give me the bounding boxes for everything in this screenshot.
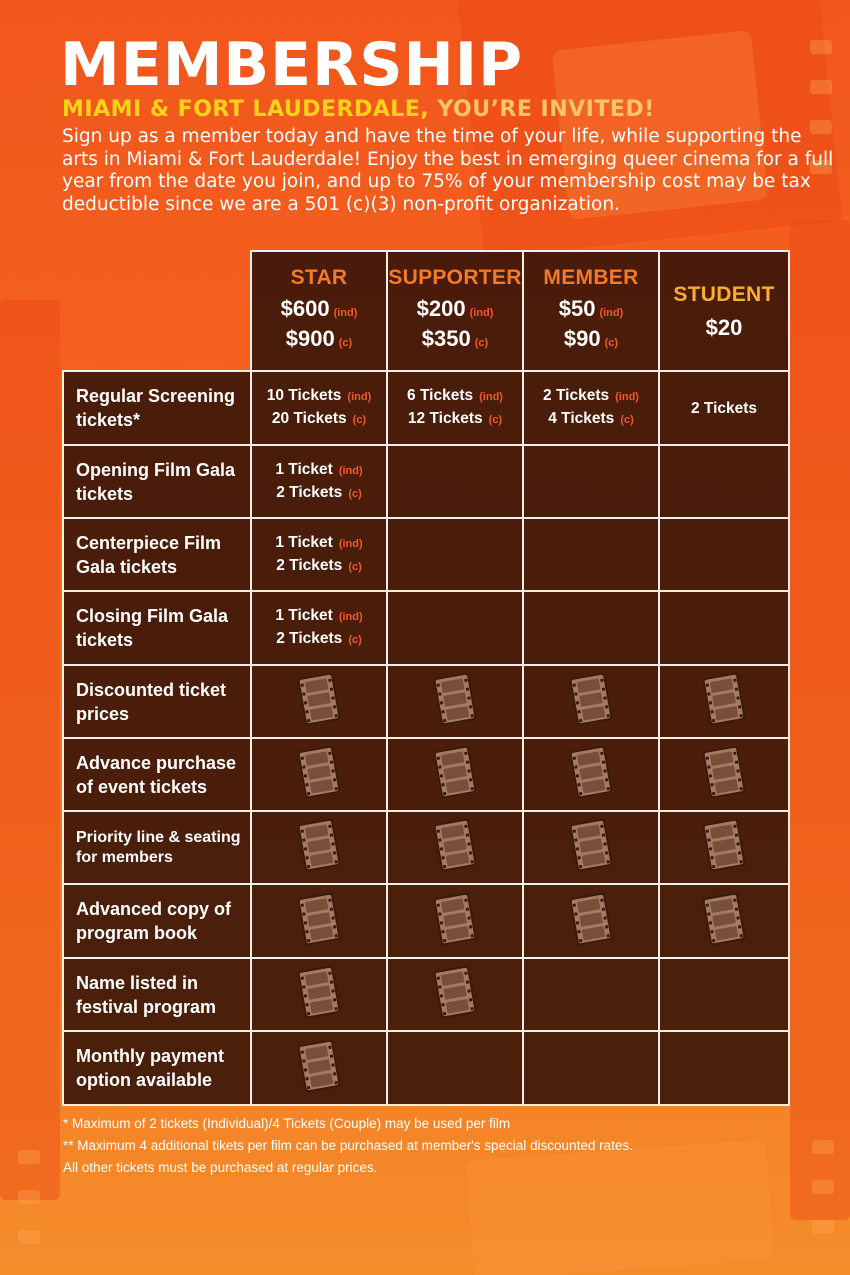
ticket-line-couple xyxy=(524,408,658,431)
ticket-count: 10 Tickets xyxy=(266,387,342,404)
price-value: $900 xyxy=(285,326,335,351)
included-benefit-cell xyxy=(659,665,789,738)
background-film-hole xyxy=(812,1180,834,1194)
ticket-count: 20 Tickets xyxy=(271,410,347,427)
ticket-line-couple xyxy=(388,408,522,431)
ticket-count: 1 Ticket xyxy=(275,607,333,624)
ticket-count: 2 Tickets xyxy=(276,556,343,574)
ticket-allotment-cell xyxy=(251,445,387,518)
ticket-tag: (c) xyxy=(348,634,362,646)
ticket-allotment-cell xyxy=(659,371,789,445)
benefit-label: Advance purchase of event tickets xyxy=(63,738,251,811)
included-benefit-cell xyxy=(251,811,387,884)
ticket-allotment-cell xyxy=(251,371,387,445)
footnote: All other tickets must be purchased at regular prices. xyxy=(63,1160,378,1175)
ticket-count: 2 Tickets xyxy=(276,483,343,501)
subtitle-location: MIAMI & FORT LAUDERDALE, xyxy=(62,97,430,122)
tier-student xyxy=(659,251,789,371)
ticket-tag: (ind) xyxy=(615,391,639,403)
film-strip-icon xyxy=(296,891,342,947)
ticket-line-couple xyxy=(252,408,386,431)
price-tag: (c) xyxy=(474,337,489,349)
film-strip-icon xyxy=(432,817,478,873)
price-tag: (c) xyxy=(604,337,619,349)
ticket-allotment-cell xyxy=(523,371,659,445)
ticket-line-individual xyxy=(252,605,386,628)
table-row xyxy=(63,518,789,591)
table-row xyxy=(63,738,789,811)
film-strip-icon xyxy=(701,817,747,873)
included-benefit-cell xyxy=(523,738,659,811)
ticket-line-individual xyxy=(524,385,658,408)
ticket-count: 1 Ticket xyxy=(275,533,333,551)
background-film-hole xyxy=(812,1140,834,1154)
page-title: MEMBERSHIP xyxy=(60,30,524,100)
ticket-count: 2 Tickets xyxy=(690,399,758,417)
film-strip-icon xyxy=(568,744,614,800)
tier-name: STUDENT xyxy=(673,282,775,306)
tier-name: STAR xyxy=(290,266,348,289)
background-film-hole xyxy=(18,1150,40,1164)
ticket-count: 2 Tickets xyxy=(543,387,610,404)
ticket-line-couple xyxy=(252,482,386,505)
background-film-strip xyxy=(0,300,60,1200)
table-row xyxy=(63,811,789,884)
film-strip-icon xyxy=(568,671,614,727)
included-benefit-cell xyxy=(659,884,789,958)
footnotes xyxy=(63,1113,633,1179)
tier-member xyxy=(523,251,659,371)
ticket-tag: (c) xyxy=(620,414,634,426)
included-benefit-cell xyxy=(251,1031,387,1105)
footnote: * Maximum of 2 tickets (Individual)/4 Tickets (Couple) may be used per film xyxy=(63,1116,511,1131)
empty-cell xyxy=(659,518,789,591)
film-strip-icon xyxy=(296,671,342,727)
background-film-strip xyxy=(790,220,850,1220)
tier-price-couple xyxy=(388,326,522,356)
film-strip-icon xyxy=(701,744,747,800)
ticket-line-individual xyxy=(252,459,386,482)
empty-cell xyxy=(659,1031,789,1105)
ticket-allotment-cell xyxy=(387,371,523,445)
ticket-line-couple xyxy=(252,628,386,651)
price-tag: (ind) xyxy=(333,307,358,319)
film-strip-icon xyxy=(432,964,478,1020)
background-film-hole xyxy=(812,1220,834,1234)
price-tag: (ind) xyxy=(599,307,624,319)
included-benefit-cell xyxy=(251,665,387,738)
footnote: ** Maximum 4 additional tikets per film can be purchased at member's special discounted rates. xyxy=(63,1138,633,1153)
ticket-tag: (c) xyxy=(352,414,367,426)
table-row xyxy=(63,371,789,445)
tier-name: SUPPORTER xyxy=(388,266,522,289)
empty-cell xyxy=(659,445,789,518)
empty-cell xyxy=(523,958,659,1031)
film-strip-icon xyxy=(296,1038,342,1094)
price-value: $600 xyxy=(280,296,330,321)
included-benefit-cell xyxy=(387,738,523,811)
film-strip-icon xyxy=(432,671,478,727)
film-strip-icon xyxy=(568,891,614,947)
price-value: $350 xyxy=(421,326,471,351)
empty-cell xyxy=(523,591,659,665)
film-strip-icon xyxy=(296,964,342,1020)
film-strip-icon xyxy=(701,671,747,727)
benefit-label: Regular Screening tickets* xyxy=(63,371,251,445)
ticket-tag: (c) xyxy=(348,560,362,573)
price-tag: (ind) xyxy=(469,307,494,319)
benefit-label: Advanced copy of program book xyxy=(63,884,251,958)
price-value: $200 xyxy=(416,296,466,321)
benefit-label: Closing Film Gala tickets xyxy=(63,591,251,665)
table-row xyxy=(63,665,789,738)
ticket-tag: (ind) xyxy=(479,391,503,403)
tier-price: $20 xyxy=(705,314,743,340)
tier-header-row xyxy=(63,251,789,371)
ticket-tag: (ind) xyxy=(347,391,372,403)
empty-cell xyxy=(387,1031,523,1105)
film-strip-icon xyxy=(432,891,478,947)
empty-cell xyxy=(659,591,789,665)
ticket-count: 1 Ticket xyxy=(275,460,333,478)
background-film-hole xyxy=(810,40,832,54)
included-benefit-cell xyxy=(523,665,659,738)
included-benefit-cell xyxy=(251,884,387,958)
page-subtitle xyxy=(62,97,655,122)
empty-cell xyxy=(387,518,523,591)
ticket-count: 4 Tickets xyxy=(548,410,615,427)
price-tag: (c) xyxy=(338,337,353,349)
ticket-line-individual xyxy=(388,385,522,408)
membership-comparison-table xyxy=(62,250,790,1106)
ticket-tag: (ind) xyxy=(338,464,363,477)
ticket-allotment-cell xyxy=(251,518,387,591)
empty-cell xyxy=(523,445,659,518)
ticket-tag: (c) xyxy=(348,487,362,500)
ticket-count: 6 Tickets xyxy=(407,387,474,404)
film-strip-icon xyxy=(701,891,747,947)
benefit-label: Monthly payment option available xyxy=(63,1031,251,1105)
background-film-hole xyxy=(18,1190,40,1204)
benefit-rows xyxy=(63,371,789,1105)
ticket-count: 12 Tickets xyxy=(407,410,483,427)
price-value: $90 xyxy=(563,326,601,351)
intro-paragraph: Sign up as a member today and have the time of your life, while supporting the arts in Miami & Fort Lauderdale! Enjoy the best in emerging queer cinema for a full year from the date you join, and up to 75% of your membership cost may be tax deductible since we are a 501 (c)(3) non-profit organization. xyxy=(62,126,834,215)
included-benefit-cell xyxy=(523,811,659,884)
film-strip-icon xyxy=(296,744,342,800)
tier-price-couple xyxy=(252,326,386,356)
ticket-line-individual xyxy=(252,532,386,555)
ticket-tag: (ind) xyxy=(338,611,363,623)
ticket-allotment-cell xyxy=(251,591,387,665)
included-benefit-cell xyxy=(251,738,387,811)
empty-cell xyxy=(659,958,789,1031)
ticket-line-couple xyxy=(252,555,386,578)
benefit-label: Opening Film Gala tickets xyxy=(63,445,251,518)
film-strip-icon xyxy=(296,817,342,873)
benefit-label: Name listed in festival program xyxy=(63,958,251,1031)
price-value: $50 xyxy=(558,296,596,321)
tier-price-individual xyxy=(252,296,386,326)
included-benefit-cell xyxy=(523,884,659,958)
included-benefit-cell xyxy=(387,958,523,1031)
tier-supporter xyxy=(387,251,523,371)
table-row xyxy=(63,1031,789,1105)
empty-cell xyxy=(387,591,523,665)
table-row xyxy=(63,445,789,518)
tier-price-couple xyxy=(524,326,658,356)
empty-cell xyxy=(523,1031,659,1105)
included-benefit-cell xyxy=(387,665,523,738)
table-row xyxy=(63,958,789,1031)
benefit-label: Centerpiece Film Gala tickets xyxy=(63,518,251,591)
benefit-label: Priority line & seating for members xyxy=(63,811,251,884)
included-benefit-cell xyxy=(659,811,789,884)
ticket-count: 2 Tickets xyxy=(276,630,343,647)
empty-cell xyxy=(523,518,659,591)
tier-price-individual xyxy=(388,296,522,326)
table-row xyxy=(63,884,789,958)
ticket-line-individual xyxy=(252,385,386,408)
tier-name: MEMBER xyxy=(543,266,639,289)
table-corner xyxy=(63,251,251,371)
included-benefit-cell xyxy=(659,738,789,811)
tier-star xyxy=(251,251,387,371)
included-benefit-cell xyxy=(387,811,523,884)
film-strip-icon xyxy=(568,817,614,873)
film-strip-icon xyxy=(432,744,478,800)
tier-price-individual xyxy=(524,296,658,326)
subtitle-invite: YOU’RE INVITED! xyxy=(429,97,655,122)
background-film-hole xyxy=(810,80,832,94)
background-film-hole xyxy=(18,1230,40,1244)
table-row xyxy=(63,591,789,665)
benefit-label: Discounted ticket prices xyxy=(63,665,251,738)
empty-cell xyxy=(387,445,523,518)
ticket-tag: (c) xyxy=(488,414,503,426)
included-benefit-cell xyxy=(387,884,523,958)
ticket-tag: (ind) xyxy=(338,537,363,550)
included-benefit-cell xyxy=(251,958,387,1031)
